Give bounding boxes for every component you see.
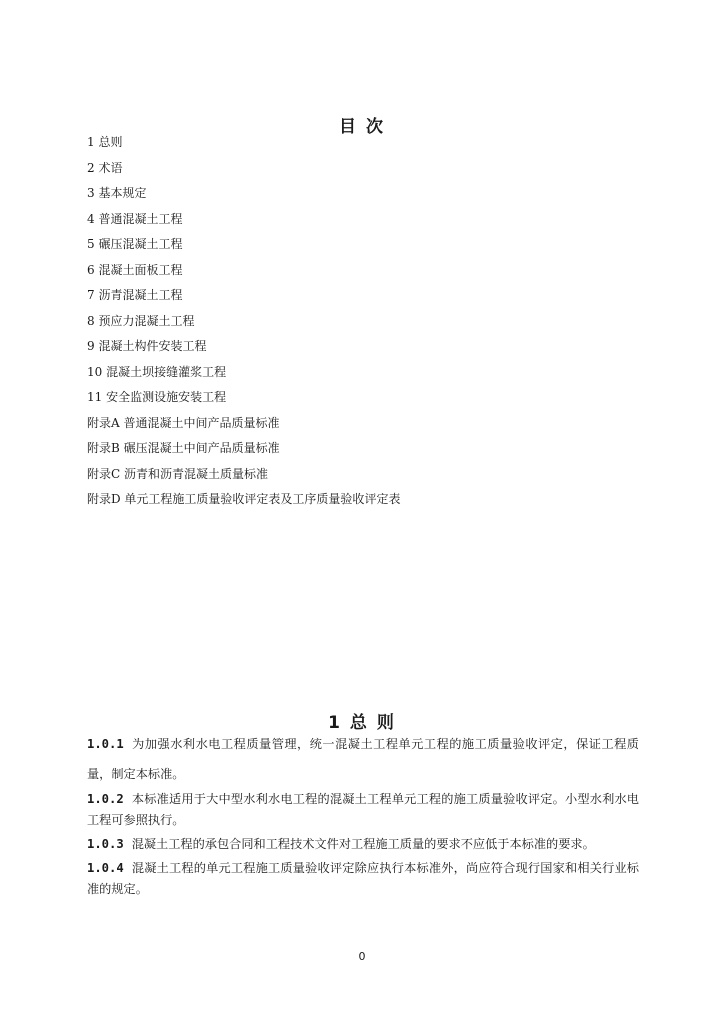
clause-number: 1.0.1: [87, 737, 124, 751]
clause-number: 1.0.3: [87, 837, 124, 851]
toc-item: 8 预应力混凝土工程: [87, 313, 195, 328]
toc-item: 附录B 碾压混凝土中间产品质量标准: [87, 441, 280, 455]
toc-item: 9 混凝土构件安装工程: [87, 339, 207, 353]
clauses: [87, 729, 639, 903]
toc-item: 附录C 沥青和沥青混凝土质量标准: [87, 466, 268, 481]
toc-item: 2 术语: [87, 160, 123, 175]
toc-item: 5 碾压混凝土工程: [87, 237, 183, 251]
toc-item: 10 混凝土坝接缝灌浆工程: [87, 364, 227, 379]
toc-title: 目 次: [339, 117, 385, 137]
clause: [87, 858, 639, 900]
clause: [87, 789, 639, 831]
section-title: 1 总 则: [328, 713, 396, 733]
clause-text: 混凝土工程的承包合同和工程技术文件对工程施工质量的要求不应低于本标准的要求。: [131, 837, 595, 851]
toc-item: 11 安全监测设施安装工程: [87, 390, 227, 404]
toc-item: 3 基本规定: [87, 186, 147, 200]
toc-item: 附录A 普通混凝土中间产品质量标准: [87, 415, 280, 430]
toc-item: 附录D 单元工程施工质量验收评定表及工序质量验收评定表: [87, 492, 401, 506]
toc-item: 6 混凝土面板工程: [87, 262, 183, 277]
clause: [87, 834, 639, 855]
toc-item: 1 总则: [87, 135, 123, 149]
toc-item: 4 普通混凝土工程: [87, 211, 183, 226]
toc-item: 7 沥青混凝土工程: [87, 288, 183, 302]
clause-text: 为加强水利水电工程质量管理，统一混凝土工程单元工程的施工质量验收评定，保证工程质量，制定本标准。: [87, 737, 639, 781]
clause-number: 1.0.2: [87, 792, 124, 806]
clause-text: 混凝土工程的单元工程施工质量验收评定除应执行本标准外，尚应符合现行国家和相关行业标准的规定。: [87, 861, 639, 896]
clause-number: 1.0.4: [87, 861, 124, 875]
clause: [87, 729, 639, 789]
page-number: 0: [358, 950, 366, 963]
toc-list: [87, 132, 647, 515]
clause-text: 本标准适用于大中型水利水电工程的混凝土工程单元工程的施工质量验收评定。小型水利水电工程可参照执行。: [87, 792, 639, 827]
